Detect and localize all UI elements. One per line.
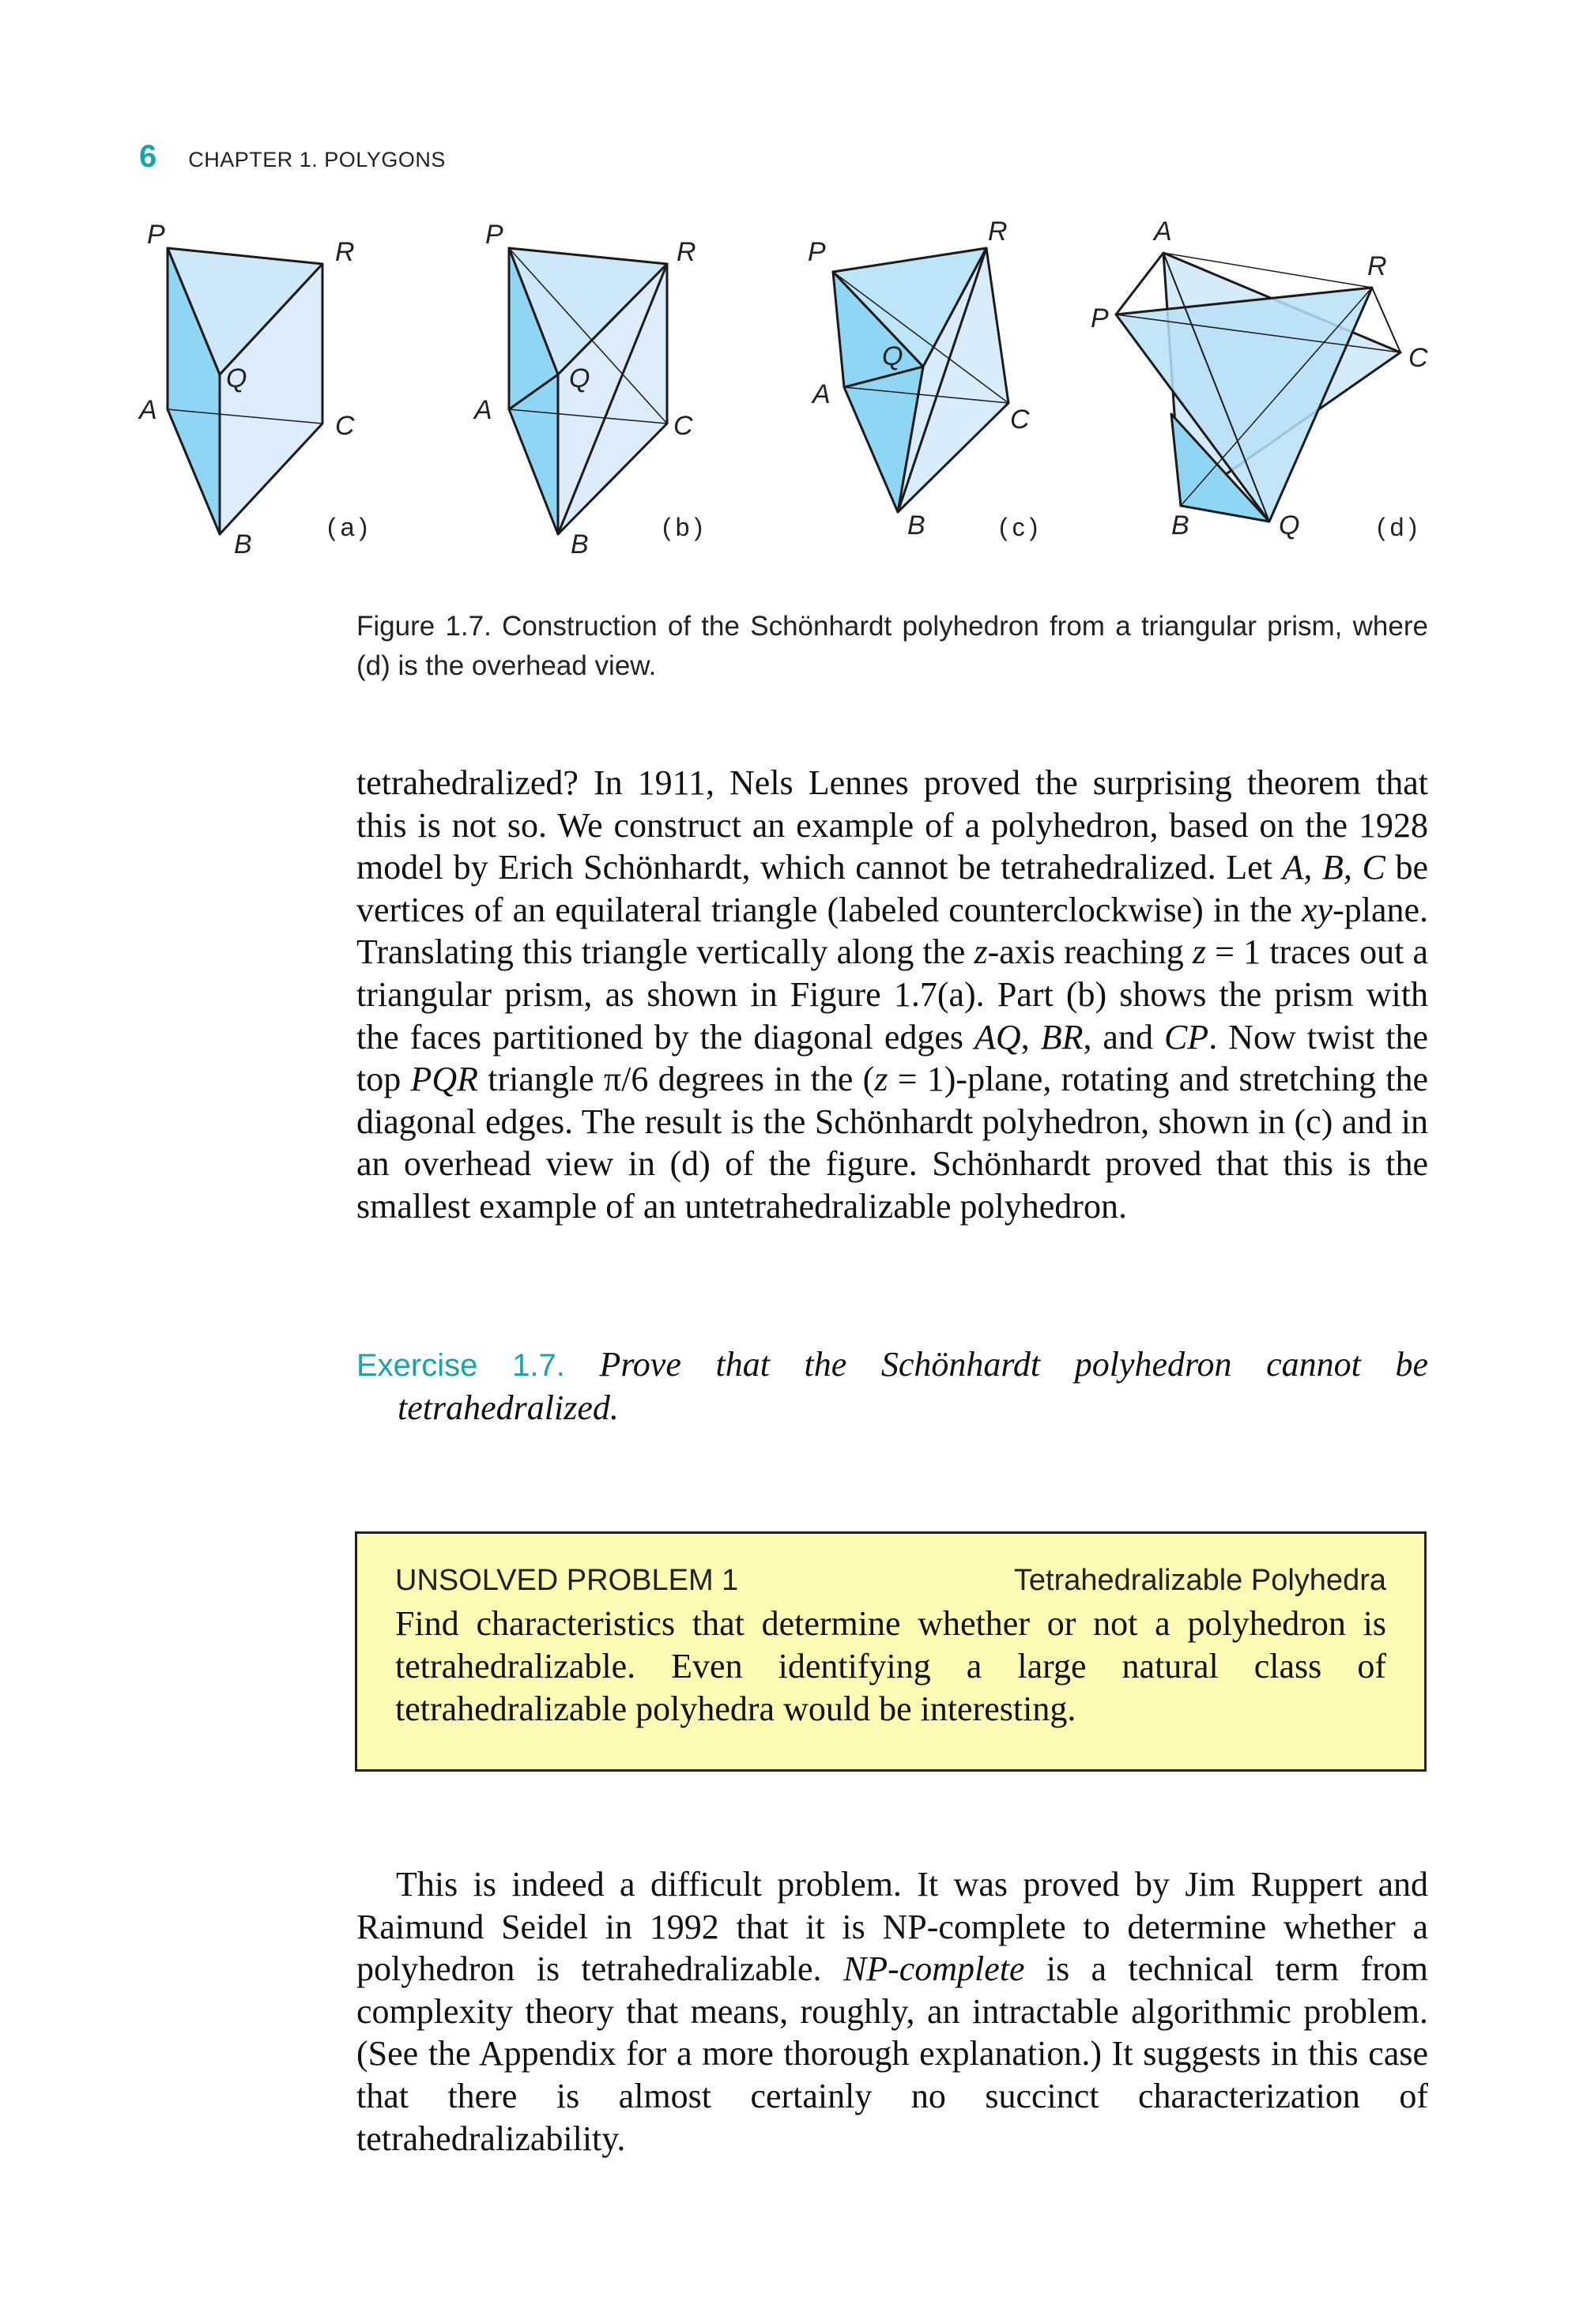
panel-a-label-p: P bbox=[147, 220, 165, 250]
panel-b-label-a: A bbox=[474, 395, 492, 425]
para1-text: triangle π/6 degrees in the ( bbox=[478, 1060, 875, 1099]
para1-math-xy: xy bbox=[1302, 890, 1333, 929]
panel-d-label-a: A bbox=[1154, 217, 1172, 247]
problem-body: Find characteristics that determine whether or not a polyhedron is tetrahedralizable. Even identifying a large natural class of tetrahedralizable polyhedra would be interesting. bbox=[395, 1604, 1386, 1728]
para1-math-abc: A, B, C bbox=[1282, 848, 1385, 887]
figure-1-7 bbox=[119, 212, 1446, 559]
problem-topic: Tetrahedralizable Polyhedra bbox=[1013, 1564, 1386, 1597]
exercise-label: Exercise 1.7. bbox=[356, 1348, 565, 1383]
panel-a-label-q: Q bbox=[226, 363, 247, 394]
panel-d-triangle-pqr bbox=[1116, 288, 1372, 522]
para1-math-br: BR bbox=[1040, 1017, 1084, 1057]
para1-math-z: z bbox=[874, 1060, 888, 1099]
body-paragraph-2 bbox=[356, 1863, 1428, 2160]
panel-c-polyhedron bbox=[833, 248, 1008, 512]
panel-d-edge-ap bbox=[1116, 253, 1163, 315]
panel-d-label-p: P bbox=[1091, 303, 1109, 333]
panel-b-caption: (b) bbox=[662, 513, 708, 541]
panel-a-label-r: R bbox=[335, 237, 355, 267]
problem-header bbox=[395, 1564, 1386, 1598]
panel-a-caption: (a) bbox=[327, 513, 373, 541]
panel-c-label-p: P bbox=[808, 237, 826, 267]
exercise-1-7 bbox=[356, 1343, 1428, 1429]
exercise-text-continued: tetrahedralized. bbox=[398, 1388, 619, 1427]
chapter-title: CHAPTER 1. POLYGONS bbox=[188, 148, 446, 171]
figure-caption: Figure 1.7. Construction of the Schönhardt polyhedron from a triangular prism, where (d) is the overhead view. bbox=[356, 611, 1428, 681]
para1-math-pqr: PQR bbox=[410, 1060, 479, 1099]
problem-title: UNSOLVED PROBLEM 1 bbox=[395, 1564, 739, 1597]
para1-text: , bbox=[1020, 1017, 1041, 1057]
panel-c-label-a: A bbox=[812, 379, 831, 409]
page-number: 6 bbox=[139, 139, 157, 174]
panel-d-label-q: Q bbox=[1279, 510, 1300, 541]
panel-d-label-c: C bbox=[1408, 343, 1428, 373]
para1-text: , and bbox=[1083, 1017, 1164, 1057]
panel-b-label-b: B bbox=[571, 529, 589, 559]
panel-c-label-b: B bbox=[907, 510, 925, 541]
para1-text: = 1 traces out a triangular prism, as shown in Figure 1.7(a). Part (b) shows the prism with the faces partitioned by the diagonal edges bbox=[356, 932, 1428, 1057]
panel-a-label-c: C bbox=[335, 411, 355, 441]
panel-d-caption: (d) bbox=[1377, 513, 1423, 541]
para1-text: be vertices of an equilateral triangle (labeled counterclockwise) in the bbox=[356, 848, 1428, 929]
panel-c-label-c: C bbox=[1010, 405, 1030, 435]
panel-c-label-r: R bbox=[988, 217, 1008, 247]
panel-d-label-r: R bbox=[1367, 251, 1387, 281]
para1-text: tetrahedralized? In 1911, Nels Lennes proved the surprising theorem that this is not so. We construct an example of a polyhedron, based on the 1928 model by Erich Schönhardt, which cannot be tetrahedralized. Let bbox=[356, 763, 1428, 887]
panel-c-label-q: Q bbox=[882, 341, 903, 371]
para2-term-np-complete: NP-complete bbox=[843, 1949, 1025, 1989]
panel-a-label-a: A bbox=[139, 395, 157, 425]
panel-b-label-c: C bbox=[673, 411, 693, 441]
para1-math-z: z bbox=[974, 932, 988, 972]
para1-text: . Now twist the top bbox=[356, 1017, 1429, 1099]
para1-text: = 1)-plane, rotating and stretching the diagonal edges. The result is the Schönhardt polyhedron, shown in (c) and in an overhead view in (d) of the figure. Schönhardt proved that this is the smallest example of an untetrahedralizable polyhedron. bbox=[356, 1060, 1428, 1226]
panel-a-label-b: B bbox=[234, 529, 252, 559]
para2-text: is a technical term from complexity theory that means, roughly, an intractable algorithmic problem. (See the Appendix for a more thorough explanation.) It suggests in this case that there is almost certainly no succinct characterization of tetrahedralizability. bbox=[356, 1949, 1429, 2158]
unsolved-problem-box bbox=[355, 1531, 1427, 1772]
panel-b-label-p: P bbox=[485, 220, 503, 250]
para1-math-cp: CP bbox=[1163, 1017, 1209, 1057]
para1-text: -plane. Translating this triangle vertically along the bbox=[356, 890, 1428, 972]
para1-text: -axis reaching bbox=[987, 932, 1193, 972]
para1-math-z: z bbox=[1192, 932, 1207, 972]
exercise-text: Prove that the Schönhardt polyhedron cannot be bbox=[599, 1345, 1428, 1384]
panel-b-label-r: R bbox=[677, 237, 696, 267]
para1-math-aq: AQ bbox=[974, 1017, 1021, 1057]
panel-c-caption: (c) bbox=[999, 513, 1043, 541]
panel-b-label-q: Q bbox=[569, 363, 590, 394]
body-paragraph-1 bbox=[356, 762, 1428, 1228]
panel-d-label-b: B bbox=[1171, 510, 1189, 541]
para2-text: This is indeed a difficult problem. It was proved by Jim Ruppert and Raimund Seidel in 1992 that it is NP-complete to determine whether a polyhedron is tetrahedralizable. bbox=[356, 1865, 1428, 1989]
running-head bbox=[139, 139, 446, 174]
panel-d-overhead bbox=[1116, 253, 1400, 522]
